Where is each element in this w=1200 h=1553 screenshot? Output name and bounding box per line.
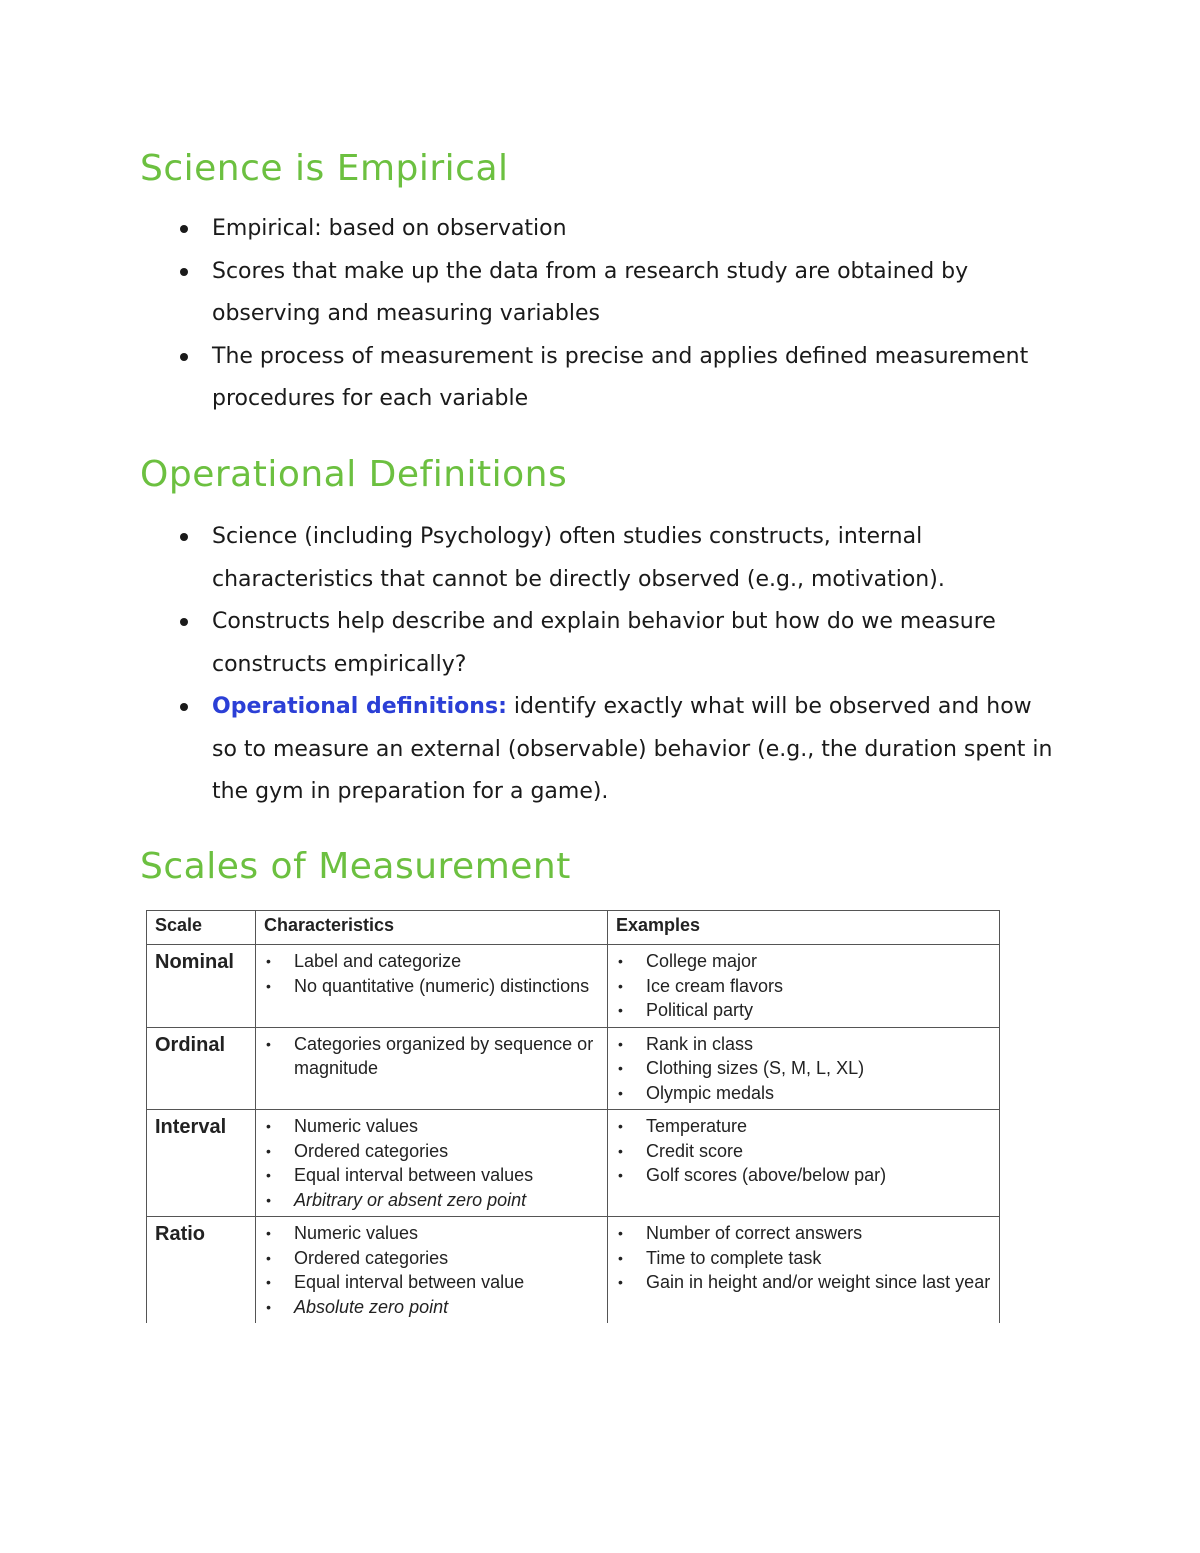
bullet-icon: •: [618, 977, 623, 994]
list-item: • Golf scores (above/below par): [616, 1163, 991, 1188]
bullet-icon: •: [266, 977, 271, 994]
list-item: • Time to complete task: [616, 1246, 991, 1271]
bullet-icon: •: [266, 1191, 271, 1208]
bullet-icon: •: [266, 1274, 271, 1290]
bullet-icon: [180, 268, 188, 276]
bullet-icon: •: [266, 1249, 271, 1266]
table-header-row: [147, 911, 1000, 945]
list-item: Science (including Psychology) often studies constructs, internal characteristics that cannot be directly observed (e.g., motivation).: [180, 516, 1060, 601]
bullet-icon: [180, 703, 188, 711]
bullet-icon: •: [618, 1118, 623, 1134]
heading-operational-definitions: Operational Definitions: [140, 454, 568, 495]
heading-scales-of-measurement: Scales of Measurement: [140, 846, 571, 887]
examples-cell: [608, 945, 1000, 1028]
bullet-icon: •: [266, 1298, 271, 1315]
bullet-icon: •: [618, 1274, 623, 1290]
characteristics-cell: [256, 1217, 608, 1324]
list-item: • Olympic medals: [616, 1081, 991, 1106]
list-item: Scores that make up the data from a research study are obtained by observing and measuring variables: [180, 251, 1060, 336]
scale-cell: Interval: [147, 1110, 256, 1217]
list-item: • Equal interval between value: [264, 1270, 599, 1295]
header-scale: Scale: [147, 911, 256, 945]
heading-science-is-empirical: Science is Empirical: [140, 148, 509, 189]
characteristics-cell: [256, 945, 608, 1028]
list-item: • Numeric values: [264, 1114, 599, 1139]
list-item: • Rank in class: [616, 1032, 991, 1057]
list-item: • Numeric values: [264, 1221, 599, 1246]
list-item: • Ice cream flavors: [616, 974, 991, 999]
scale-cell: Ordinal: [147, 1027, 256, 1110]
list-item: • Categories organized by sequence or magnitude: [266, 1033, 594, 1078]
bullet-icon: •: [618, 1084, 623, 1101]
bullet-icon: •: [618, 1060, 623, 1076]
list-item: • Gain in height and/or weight since last year: [616, 1270, 991, 1295]
examples-cell: [608, 1217, 1000, 1324]
list-item: • Arbitrary or absent zero point: [264, 1188, 599, 1213]
list-item: • Ordered categories: [264, 1246, 599, 1271]
bullet-icon: [180, 353, 188, 361]
bullet-icon: •: [618, 1002, 623, 1018]
examples-cell: [608, 1110, 1000, 1217]
bullet-icon: •: [266, 1035, 271, 1052]
list-item: • Label and categorize: [264, 949, 599, 974]
scales-table: [146, 910, 1000, 1323]
characteristics-cell: [256, 1027, 608, 1110]
list-item: • Clothing sizes (S, M, L, XL): [616, 1056, 991, 1081]
header-characteristics: Characteristics: [256, 911, 608, 945]
bullet-icon: •: [266, 1118, 271, 1134]
header-examples: Examples: [608, 911, 1000, 945]
list-item: • Equal interval between values: [264, 1163, 599, 1188]
bullet-icon: •: [266, 1225, 271, 1241]
bullet-icon: •: [618, 1225, 623, 1241]
table-row: [147, 945, 1000, 1028]
bullet-icon: •: [266, 953, 271, 969]
list-item: • Credit score: [616, 1139, 991, 1164]
bullet-icon: [180, 618, 188, 626]
list-item: Constructs help describe and explain behavior but how do we measure constructs empirically?: [180, 601, 1060, 686]
bullet-icon: •: [618, 1035, 623, 1052]
scale-cell: Ratio: [147, 1217, 256, 1324]
list-item: The process of measurement is precise and applies defined measurement procedures for each variable: [180, 336, 1060, 421]
list-item: Empirical: based on observation: [180, 208, 1060, 251]
operational-bullet-list: [180, 516, 1060, 814]
list-item: • College major: [616, 949, 991, 974]
list-item: • Political party: [616, 998, 991, 1023]
examples-cell: [608, 1027, 1000, 1110]
list-item: • Temperature: [616, 1114, 991, 1139]
empirical-bullet-list: [180, 208, 1060, 421]
bullet-icon: [180, 533, 188, 541]
scale-cell: Nominal: [147, 945, 256, 1028]
list-item: Operational definitions: identify exactly what will be observed and how so to measure an external (observable) behavior (e.g., the duration spent in the gym in preparation for a game).: [180, 686, 1060, 814]
bullet-icon: •: [266, 1142, 271, 1159]
bullet-icon: •: [266, 1167, 271, 1183]
list-item: • No quantitative (numeric) distinctions: [264, 974, 599, 999]
bullet-icon: •: [618, 1142, 623, 1159]
list-item: • Number of correct answers: [616, 1221, 991, 1246]
highlight-term: Operational definitions: [212, 694, 499, 719]
table-row: [147, 1027, 1000, 1110]
bullet-icon: •: [618, 1167, 623, 1183]
list-item: • Ordered categories: [264, 1139, 599, 1164]
table-row: [147, 1217, 1000, 1324]
list-item: • Absolute zero point: [264, 1295, 599, 1320]
bullet-icon: •: [618, 953, 623, 969]
bullet-icon: [180, 225, 188, 233]
bullet-icon: •: [618, 1249, 623, 1266]
table-row: [147, 1110, 1000, 1217]
characteristics-cell: [256, 1110, 608, 1217]
